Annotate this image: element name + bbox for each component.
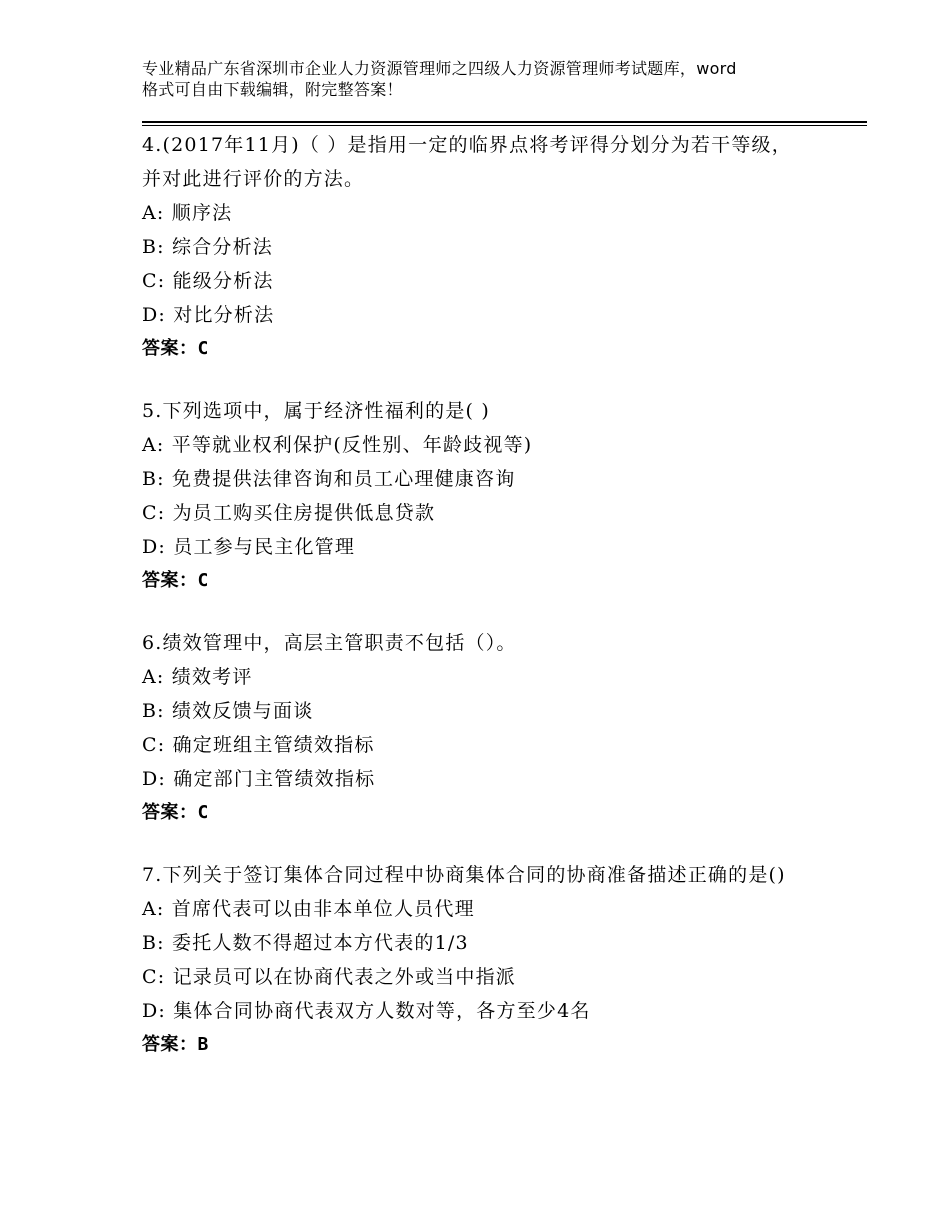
- option-c: C: 为员工购买住房提供低息贷款: [142, 502, 436, 524]
- option-b: B: 绩效反馈与面谈: [142, 700, 314, 722]
- question-4: [142, 128, 842, 366]
- option-b: B: 综合分析法: [142, 236, 274, 258]
- option-c: C: 确定班组主管绩效指标: [142, 734, 375, 756]
- answer-line: [142, 796, 842, 830]
- question-stem: 4.(2017年11月)（ ）是指用一定的临界点将考评得分划分为若干等级，并对此进行评价的方法。: [142, 134, 792, 190]
- answer-label: 答案：: [142, 570, 198, 591]
- option-d: D: 对比分析法: [142, 304, 275, 326]
- answer-line: [142, 332, 842, 366]
- answer-value: C: [197, 802, 209, 823]
- header-rule-thick: [142, 121, 867, 123]
- option-d: D: 员工参与民主化管理: [142, 536, 356, 558]
- option-b: B: 免费提供法律咨询和员工心理健康咨询: [142, 468, 516, 490]
- question-6: [142, 626, 842, 830]
- answer-value: C: [197, 570, 209, 591]
- question-stem: 7.下列关于签订集体合同过程中协商集体合同的协商准备描述正确的是(): [142, 864, 786, 886]
- option-b: B: 委托人数不得超过本方代表的1/3: [142, 932, 469, 954]
- answer-label: 答案：: [142, 802, 198, 823]
- answer-label: 答案：: [142, 1034, 198, 1055]
- option-c: C: 记录员可以在协商代表之外或当中指派: [142, 966, 516, 988]
- option-d: D: 集体合同协商代表双方人数对等，各方至少4名: [142, 1000, 591, 1022]
- answer-line: [142, 564, 842, 598]
- answer-line: [142, 1028, 842, 1062]
- header-line-2: 格式可自由下载编辑，附完整答案！: [142, 80, 403, 99]
- answer-value: C: [197, 338, 209, 359]
- answer-label: 答案：: [142, 338, 198, 359]
- option-a: A: 绩效考评: [142, 666, 253, 688]
- document-header: [142, 58, 842, 100]
- option-d: D: 确定部门主管绩效指标: [142, 768, 376, 790]
- option-c: C: 能级分析法: [142, 270, 274, 292]
- question-7: [142, 858, 842, 1062]
- option-a: A: 首席代表可以由非本单位人员代理: [142, 898, 475, 920]
- answer-value: B: [197, 1034, 209, 1055]
- question-list: [142, 128, 842, 1090]
- option-a: A: 平等就业权利保护(反性别、年龄歧视等): [142, 434, 533, 456]
- header-rule-thin: [142, 125, 867, 126]
- question-stem: 6.绩效管理中，高层主管职责不包括（）。: [142, 632, 517, 654]
- question-5: [142, 394, 842, 598]
- option-a: A: 顺序法: [142, 202, 233, 224]
- question-stem: 5.下列选项中，属于经济性福利的是( ): [142, 400, 490, 422]
- header-line-1: 专业精品广东省深圳市企业人力资源管理师之四级人力资源管理师考试题库，word: [142, 59, 737, 78]
